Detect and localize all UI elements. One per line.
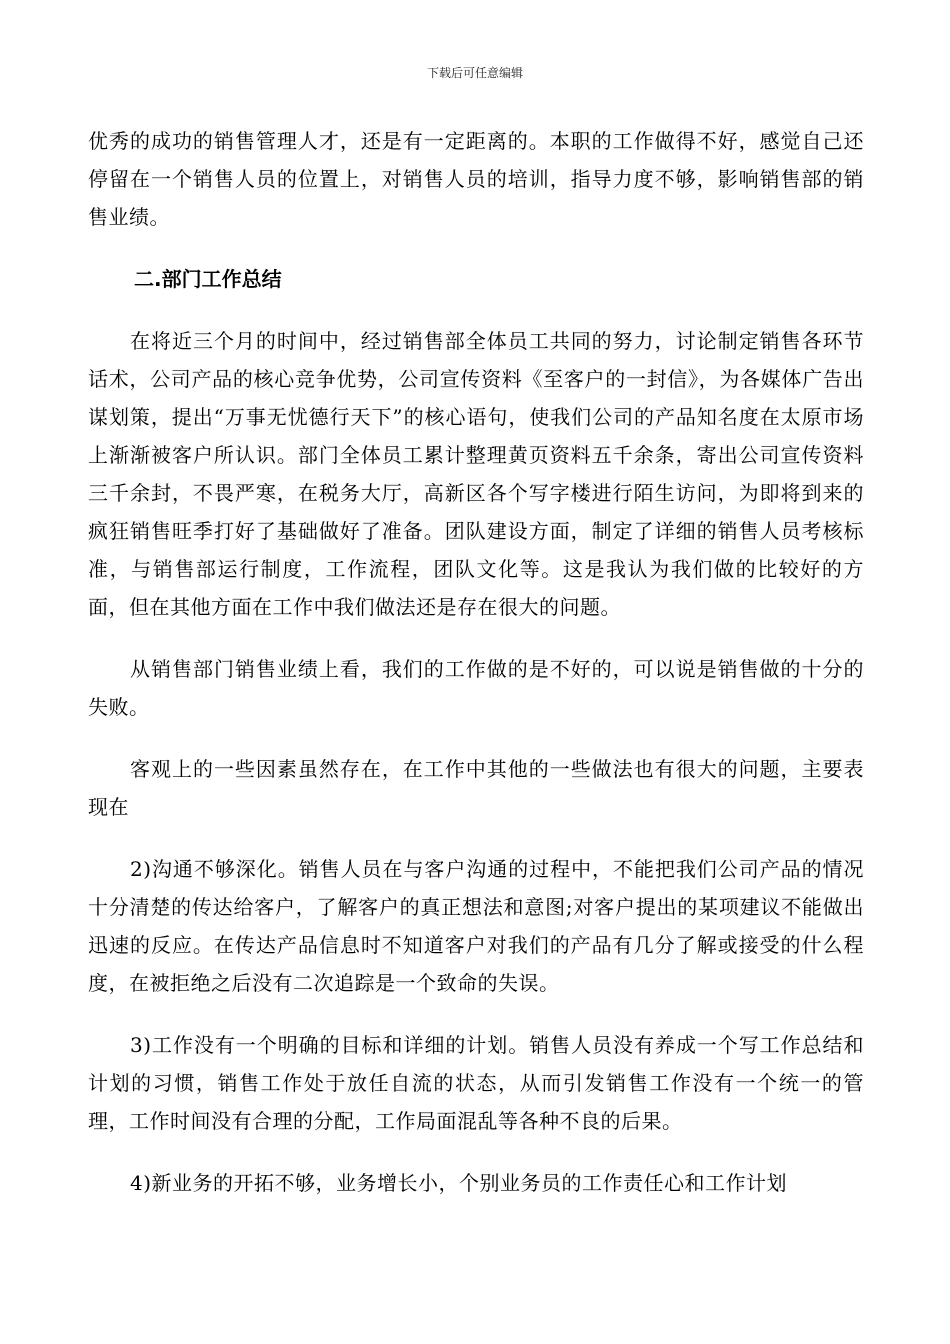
paragraph-item-2-communication: 2)沟通不够深化。销售人员在与客户沟通的过程中，不能把我们公司产品的情况十分清楚的传达给客户，了解客户的真正想法和意图;对客户提出的某项建议不能做出迅速的反应。在传达产品信息时不知道客户对我们的产品有几分了解或接受的什么程度，在被拒绝之后没有二次追踪是一个致命的失误。 bbox=[88, 857, 864, 995]
paragraph-sales-performance: 从销售部门销售业绩上看，我们的工作做的是不好的，可以说是销售做的十分的失败。 bbox=[88, 657, 864, 719]
paragraph-item-3-goals-plans: 3)工作没有一个明确的目标和详细的计划。销售人员没有养成一个写工作总结和计划的习惯，销售工作处于放任自流的状态，从而引发销售工作没有一个统一的管理，工作时间没有合理的分配，工作局面混乱等各种不良的后果。 bbox=[88, 1033, 864, 1133]
section-heading: 二.部门工作总结 bbox=[134, 267, 282, 291]
document-body bbox=[88, 122, 864, 1226]
paragraph-objective-factors: 客观上的一些因素虽然存在，在工作中其他的一些做法也有很大的问题，主要表现在 bbox=[88, 757, 864, 819]
paragraph-continuation: 优秀的成功的销售管理人才，还是有一定距离的。本职的工作做得不好，感觉自己还停留在一个销售人员的位置上，对销售人员的培训，指导力度不够，影响销售部的销售业绩。 bbox=[88, 129, 864, 229]
page-header: 下载后可任意编辑 bbox=[426, 66, 523, 80]
paragraph-department-summary: 在将近三个月的时间中，经过销售部全体员工共同的努力，讨论制定销售各环节话术，公司产品的核心竞争优势，公司宣传资料《至客户的一封信》，为各媒体广告出谋划策，提出“万事无忧德行天下”的核心语句，使我们公司的产品知名度在太原市场上渐渐被客户所认识。部门全体员工累计整理黄页资料五千余条，寄出公司宣传资料三千余封，不畏严寒，在税务大厅，高新区各个写字楼进行陌生访问，为即将到来的疯狂销售旺季打好了基础做好了准备。团队建设方面，制定了详细的销售人员考核标准，与销售部运行制度，工作流程，团队文化等。这是我认为我们做的比较好的方面，但在其他方面在工作中我们做法还是存在很大的问题。 bbox=[88, 329, 864, 619]
paragraph-item-4-new-business: 4)新业务的开拓不够，业务增长小，个别业务员的工作责任心和工作计划 bbox=[130, 1171, 788, 1195]
